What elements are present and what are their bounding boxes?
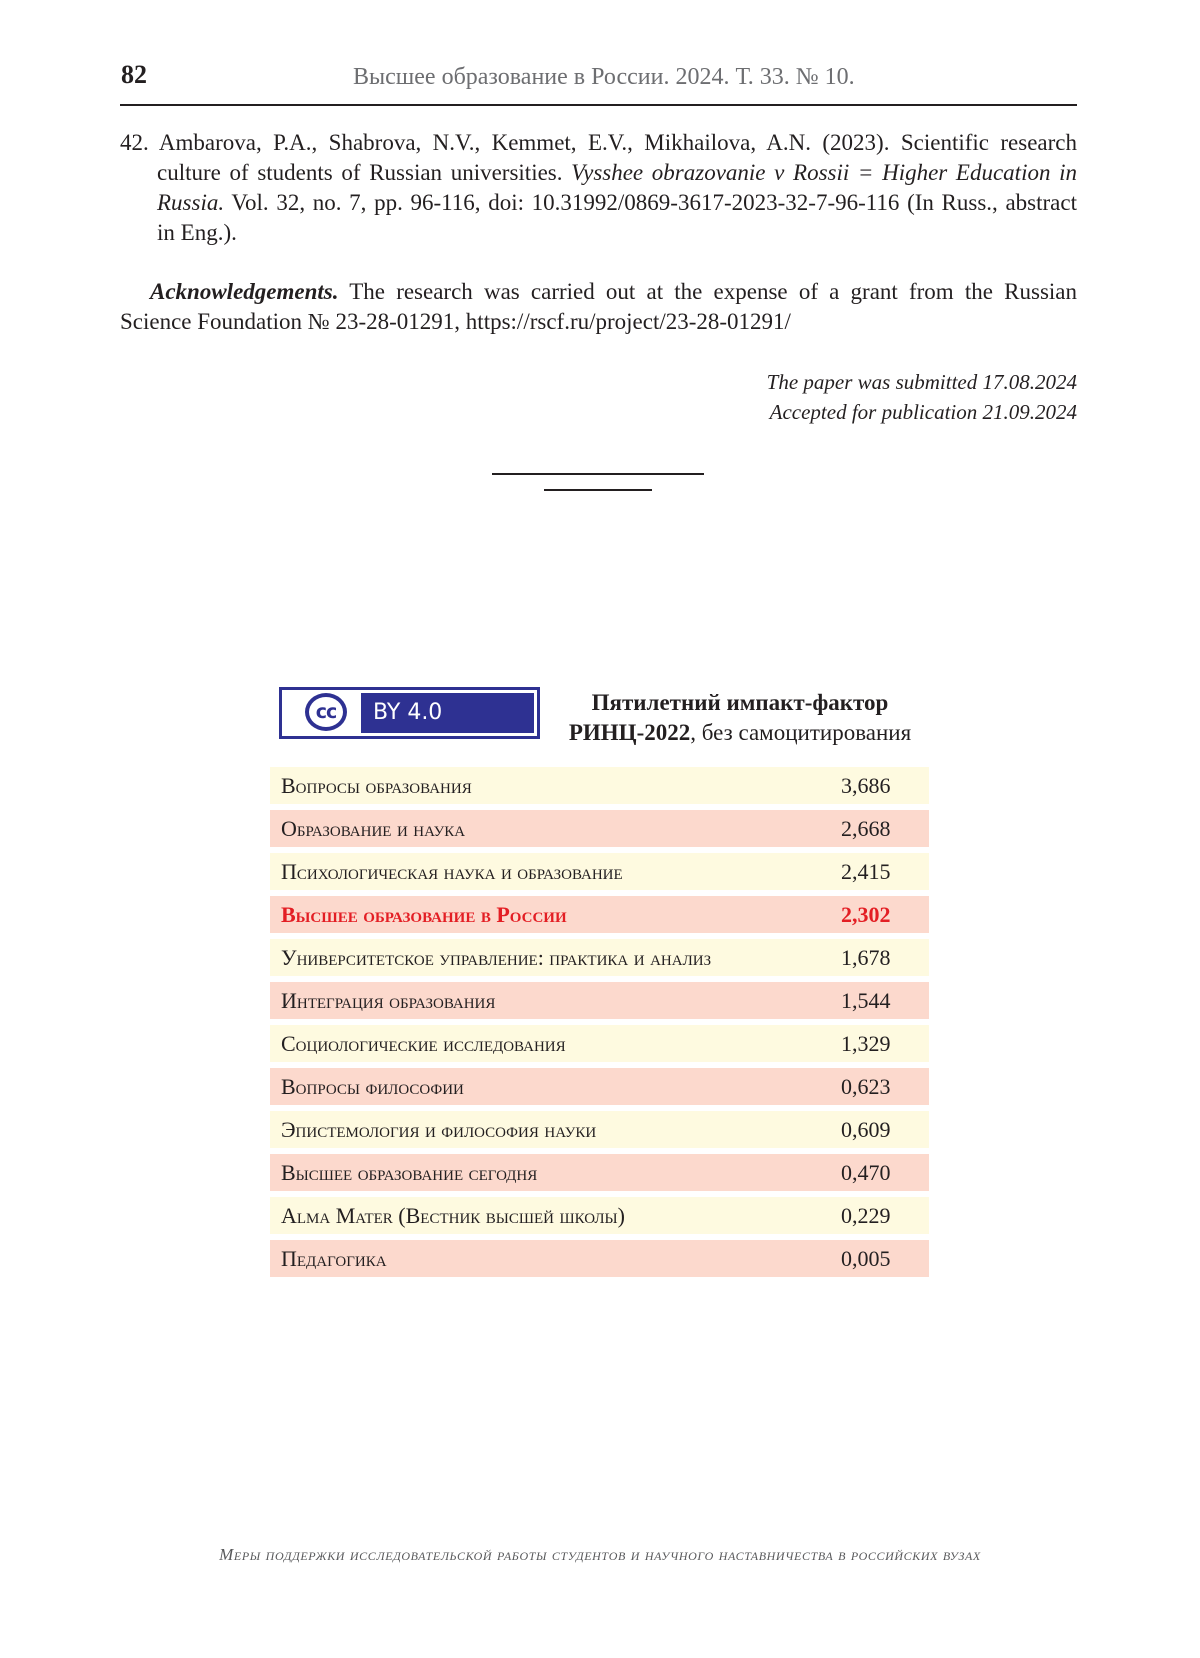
submission-dates [767, 367, 1077, 427]
table-row [270, 767, 929, 804]
table-row [270, 896, 929, 933]
journal-name: Alma Mater (Вестник высшей школы) [281, 1203, 625, 1228]
impact-factor-value: 2,415 [841, 859, 891, 884]
impact-factor-value: 0,609 [841, 1117, 891, 1142]
impact-factor-value: 2,302 [841, 902, 891, 927]
journal-name: Эпистемология и философия науки [281, 1117, 597, 1142]
impact-factor-value: 0,623 [841, 1074, 891, 1099]
cc-badge-left [285, 693, 363, 733]
impact-factor-value: 2,668 [841, 816, 891, 841]
table-row [270, 1111, 929, 1148]
table-title-line1: Пятилетний импакт-фактор [591, 690, 889, 715]
impact-factor-value: 1,329 [841, 1031, 891, 1056]
impact-factor-value: 1,544 [841, 988, 891, 1013]
acknowledgements-label: Acknowledgements. [150, 279, 339, 304]
reference-number: 42. [120, 130, 149, 155]
end-rule-long [492, 473, 704, 475]
creative-commons-icon: cc [305, 693, 347, 731]
journal-name: Высшее образование сегодня [281, 1160, 538, 1185]
table-title-rinc: РИНЦ-2022 [568, 720, 691, 745]
impact-factor-value: 3,686 [841, 773, 891, 798]
running-head: Высшее образование в России. 2024. Т. 33. № 10. [353, 64, 855, 90]
accepted-date: Accepted for publication 21.09.2024 [769, 400, 1077, 424]
end-rule-short [544, 489, 652, 491]
journal-name: Социологические исследования [281, 1031, 566, 1056]
impact-factor-table [270, 767, 929, 1283]
table-row [270, 1025, 929, 1062]
journal-name: Вопросы философии [281, 1074, 464, 1099]
running-footer: Меры поддержки исследовательской работы студентов и научного наставничества в российских вузах [219, 1545, 981, 1564]
journal-name: Образование и наука [281, 816, 466, 841]
reference-42 [120, 128, 1077, 248]
table-row [270, 982, 929, 1019]
table-title-rest: , без самоцитирования [690, 720, 912, 745]
page-number: 82 [121, 60, 147, 89]
impact-factor-value: 0,005 [841, 1246, 891, 1271]
table-title [555, 688, 925, 748]
reference-details: Vol. 32, no. 7, pp. 96-116, doi: 10.31992/0869-3617-2023-32-7-96-116 (In Russ., abstract in Eng.). [157, 190, 1077, 245]
submitted-date: The paper was submitted 17.08.2024 [766, 370, 1077, 394]
acknowledgements-text: The research was carried out at the expense of a grant from the Russian Science Foundation № 23-28-01291, https://rscf.ru/project/23-28-01291/ [120, 279, 1077, 334]
table-row [270, 1197, 929, 1234]
header-rule [120, 104, 1077, 106]
journal-name: Психологическая наука и образование [281, 859, 623, 884]
reference-authors: Ambarova, P.A., Shabrova, N.V., Kemmet, E.V., Mikhailova, A.N. (2023). Scientific research culture of students of Russian universities. [157, 130, 1078, 185]
journal-name: Высшее образование в России [281, 902, 567, 927]
cc-license-text: BY 4.0 [373, 700, 443, 725]
table-row [270, 1240, 929, 1277]
journal-name: Вопросы образования [281, 773, 472, 798]
journal-name: Педагогика [281, 1246, 387, 1271]
impact-factor-value: 0,470 [841, 1160, 891, 1185]
impact-factor-value: 0,229 [841, 1203, 891, 1228]
table-row [270, 1068, 929, 1105]
cc-badge-inner [285, 693, 534, 733]
acknowledgements [120, 277, 1077, 337]
table-row [270, 939, 929, 976]
journal-name: Университетское управление: практика и анализ [281, 945, 712, 970]
reference-journal: Vysshee obrazovanie v Rossii = Higher Education in Russia. [157, 160, 1078, 215]
table-row [270, 1154, 929, 1191]
table-row [270, 810, 929, 847]
impact-factor-value: 1,678 [841, 945, 891, 970]
cc-license-badge [279, 687, 540, 739]
table-title-line2 [555, 718, 925, 748]
table-row [270, 853, 929, 890]
journal-name: Интеграция образования [281, 988, 496, 1013]
